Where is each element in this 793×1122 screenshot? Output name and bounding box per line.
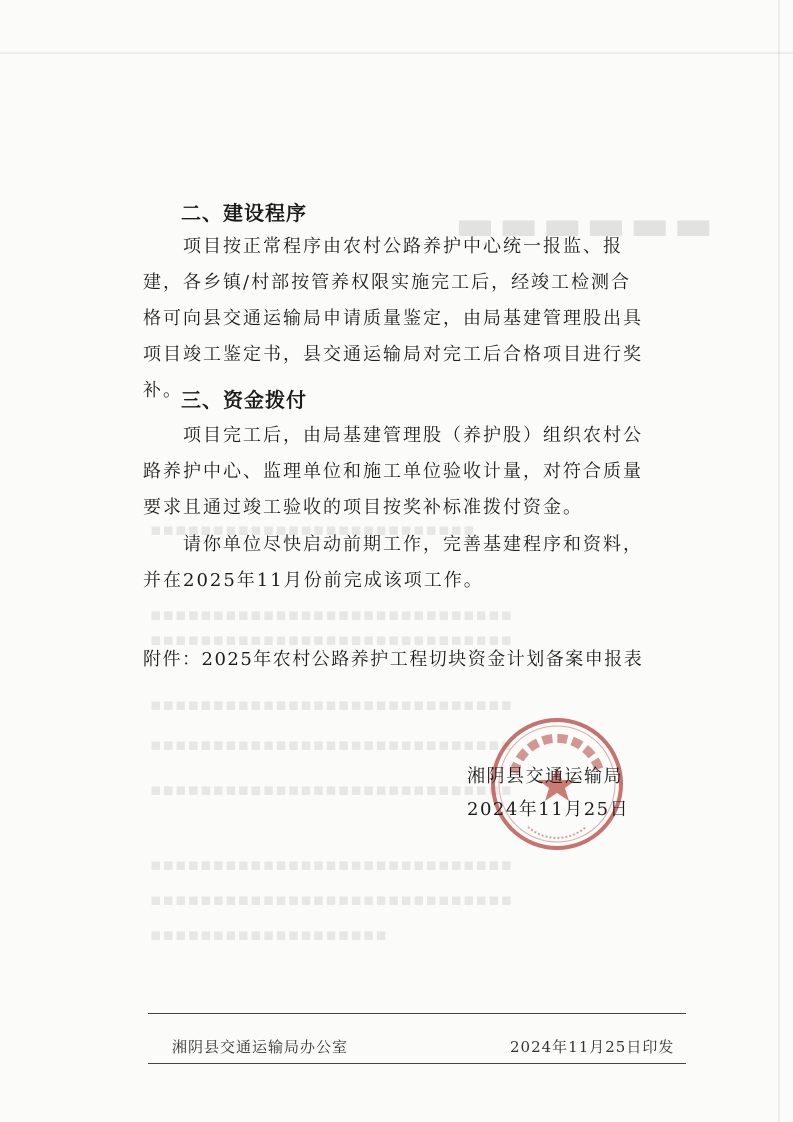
bleed-through-texture: ▪▪▪▪▪▪▪▪▪▪▪▪▪▪▪▪▪▪▪▪▪▪▪▪▪▪▪▪▪ xyxy=(150,890,514,910)
signature-date: 2024年11月25日 xyxy=(467,799,630,820)
section-paragraph-construction-procedure: 项目按正常程序由农村公路养护中心统一报监、报建，各乡镇/村部按管养权限实施完工后，经竣工检测合格可向县交通运输局申请质量鉴定，由局基建管理股出具项目竣工鉴定书，县交通运输局对完工后合格项目进行奖补。 xyxy=(143,236,643,401)
scan-edge xyxy=(778,0,780,1122)
bleed-through-texture: ▪▪▪▪▪▪▪▪▪▪▪▪▪▪▪▪▪▪▪▪▪▪▪▪▪▪▪▪▪ xyxy=(150,605,514,625)
section-heading-construction-procedure: 二、建设程序 xyxy=(181,201,307,225)
bleed-through-texture: ▪▪▪▪▪▪▪▪▪▪▪▪▪▪▪▪▪▪▪▪▪▪▪▪▪▪▪▪▪ xyxy=(150,630,514,650)
closing-paragraph: 请你单位尽快启动前期工作，完善基建程序和资料，并在2025年11月份前完成该项工作。 xyxy=(143,534,643,591)
footer-rule-top xyxy=(148,1013,686,1014)
bleed-through-texture: ▪▪▪▪▪▪▪▪▪▪▪▪▪▪▪▪▪▪▪ xyxy=(150,925,388,945)
footer-office: 湘阴县交通运输局办公室 xyxy=(172,1038,349,1056)
scan-edge xyxy=(0,52,793,54)
bleed-through-texture: ▪▪▪▪▪▪▪▪▪▪▪▪▪▪▪▪▪▪▪▪▪▪▪▪▪▪▪▪▪ xyxy=(150,780,514,800)
footer-issue-date: 2024年11月25日印发 xyxy=(510,1038,675,1056)
bleed-through-texture: ▬▬▬▬▬▬ xyxy=(455,200,718,249)
section-heading-fund-allocation: 三、资金拨付 xyxy=(181,388,307,412)
bleed-through-texture: ▪▪▪▪▪▪▪▪▪▪▪▪▪▪▪▪▪▪▪▪▪▪▪▪▪▪▪▪▪ xyxy=(150,855,514,875)
footer-rule-bottom xyxy=(148,1063,686,1064)
signature-organization: 湘阴县交通运输局 xyxy=(467,766,623,787)
section-paragraph-fund-allocation: 项目完工后，由局基建管理股（养护股）组织农村公路养护中心、监理单位和施工单位验收计量，对符合质量要求且通过竣工验收的项目按奖补标准拨付资金。 xyxy=(143,425,643,518)
bleed-through-texture: ▪▪▪▪▪▪▪▪▪▪▪▪▪▪▪▪▪▪▪▪▪▪▪▪▪▪▪▪▪ xyxy=(150,735,514,755)
bleed-through-texture: ▪▪▪▪▪▪▪▪▪▪▪▪▪▪▪▪▪▪▪▪▪▪▪▪▪▪ xyxy=(150,520,476,540)
bleed-through-texture: ▪▪▪▪▪▪▪▪▪▪▪▪▪▪▪▪▪▪▪▪▪▪▪▪▪▪▪▪▪ xyxy=(150,695,514,715)
attachment-line: 附件：2025年农村公路养护工程切块资金计划备案申报表 xyxy=(143,649,644,670)
